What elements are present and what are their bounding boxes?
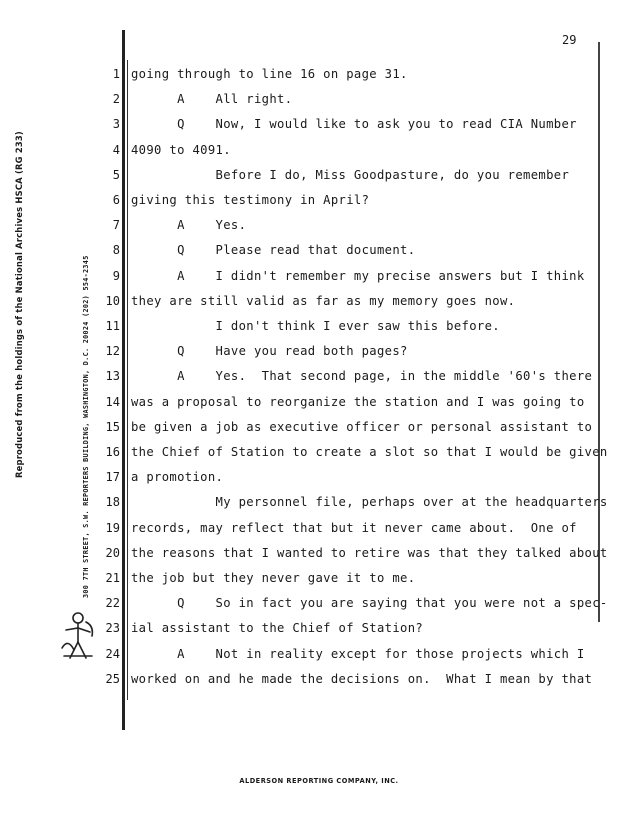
line-number: 4: [112, 142, 120, 157]
transcript-line: My personnel file, perhaps over at the headquarters: [131, 495, 608, 510]
transcript-line: records, may reflect that but it never came about. One of: [131, 520, 577, 535]
line-number: 2: [112, 92, 120, 107]
line-number: 24: [105, 646, 120, 661]
transcript-line: A Yes. That second page, in the middle '60's there: [131, 369, 593, 384]
line-number: 15: [105, 419, 120, 434]
left-margin-rule: [122, 30, 125, 730]
line-number: 3: [112, 117, 120, 132]
line-number: 16: [105, 445, 120, 459]
line-number: 13: [105, 369, 120, 384]
transcript-line: giving this testimony in April?: [131, 193, 370, 207]
archive-notice: Reproduced from the holdings of the National Archives HSCA (RG 233): [14, 131, 24, 478]
line-number: 19: [105, 520, 120, 535]
transcript-line: Q So in fact you are saying that you were not a spec-: [131, 596, 608, 611]
transcript-line: A All right.: [131, 92, 293, 107]
line-number: 17: [105, 470, 120, 485]
transcript-line: the reasons that I wanted to retire was that they talked about: [131, 545, 608, 560]
line-number: 20: [105, 545, 120, 560]
line-number: 5: [112, 167, 120, 182]
line-number: 8: [112, 243, 120, 258]
line-number: 11: [105, 319, 120, 333]
line-number: 22: [105, 596, 120, 611]
transcript-line: Q Please read that document.: [131, 243, 416, 258]
footer-company: ALDERSON REPORTING COMPANY, INC.: [239, 777, 399, 785]
transcript-line: the job but they never gave it to me.: [131, 571, 416, 585]
line-number: 9: [112, 268, 120, 283]
transcript-line: a promotion.: [131, 470, 224, 485]
line-number: 14: [105, 394, 120, 409]
transcript-line: the Chief of Station to create a slot so that I would be given: [131, 445, 608, 459]
line-number: 1: [112, 67, 120, 81]
line-number: 6: [112, 193, 120, 207]
transcript-line: 4090 to 4091.: [131, 142, 231, 157]
transcript-line: going through to line 16 on page 31.: [131, 67, 408, 81]
transcript-line: Q Now, I would like to ask you to read CIA Number: [131, 117, 577, 132]
line-number: 21: [105, 571, 120, 585]
transcript-line: be given a job as executive officer or personal assistant to: [131, 419, 593, 434]
transcript-line: A Not in reality except for those projects which I: [131, 646, 585, 661]
line-number: 10: [105, 293, 120, 308]
line-number: 12: [105, 344, 120, 359]
transcript-line: ial assistant to the Chief of Station?: [131, 621, 424, 636]
page-number: 29: [562, 33, 577, 47]
transcript-line: I don't think I ever saw this before.: [131, 319, 500, 333]
transcript-line: Q Have you read both pages?: [131, 344, 408, 359]
line-number: 25: [105, 671, 120, 686]
transcript-line: A Yes.: [131, 218, 247, 233]
line-number: 23: [105, 621, 120, 636]
transcript-line: worked on and he made the decisions on. What I mean by that: [131, 671, 593, 686]
line-number: 18: [105, 495, 120, 510]
line-number: 7: [112, 218, 120, 233]
left-margin-rule-inner: [127, 60, 128, 700]
reporting-company-logo-icon: [56, 608, 100, 662]
reporter-address: 300 7TH STREET, S.W. REPORTERS BUILDING, WASHINGTON, D.C. 20024 (202) 554-2345: [82, 255, 90, 598]
transcript-line: A I didn't remember my precise answers but I think: [131, 268, 585, 283]
transcript-line: was a proposal to reorganize the station and I was going to: [131, 394, 585, 409]
transcript-line: they are still valid as far as my memory goes now.: [131, 293, 516, 308]
transcript-line: Before I do, Miss Goodpasture, do you remember: [131, 167, 570, 182]
